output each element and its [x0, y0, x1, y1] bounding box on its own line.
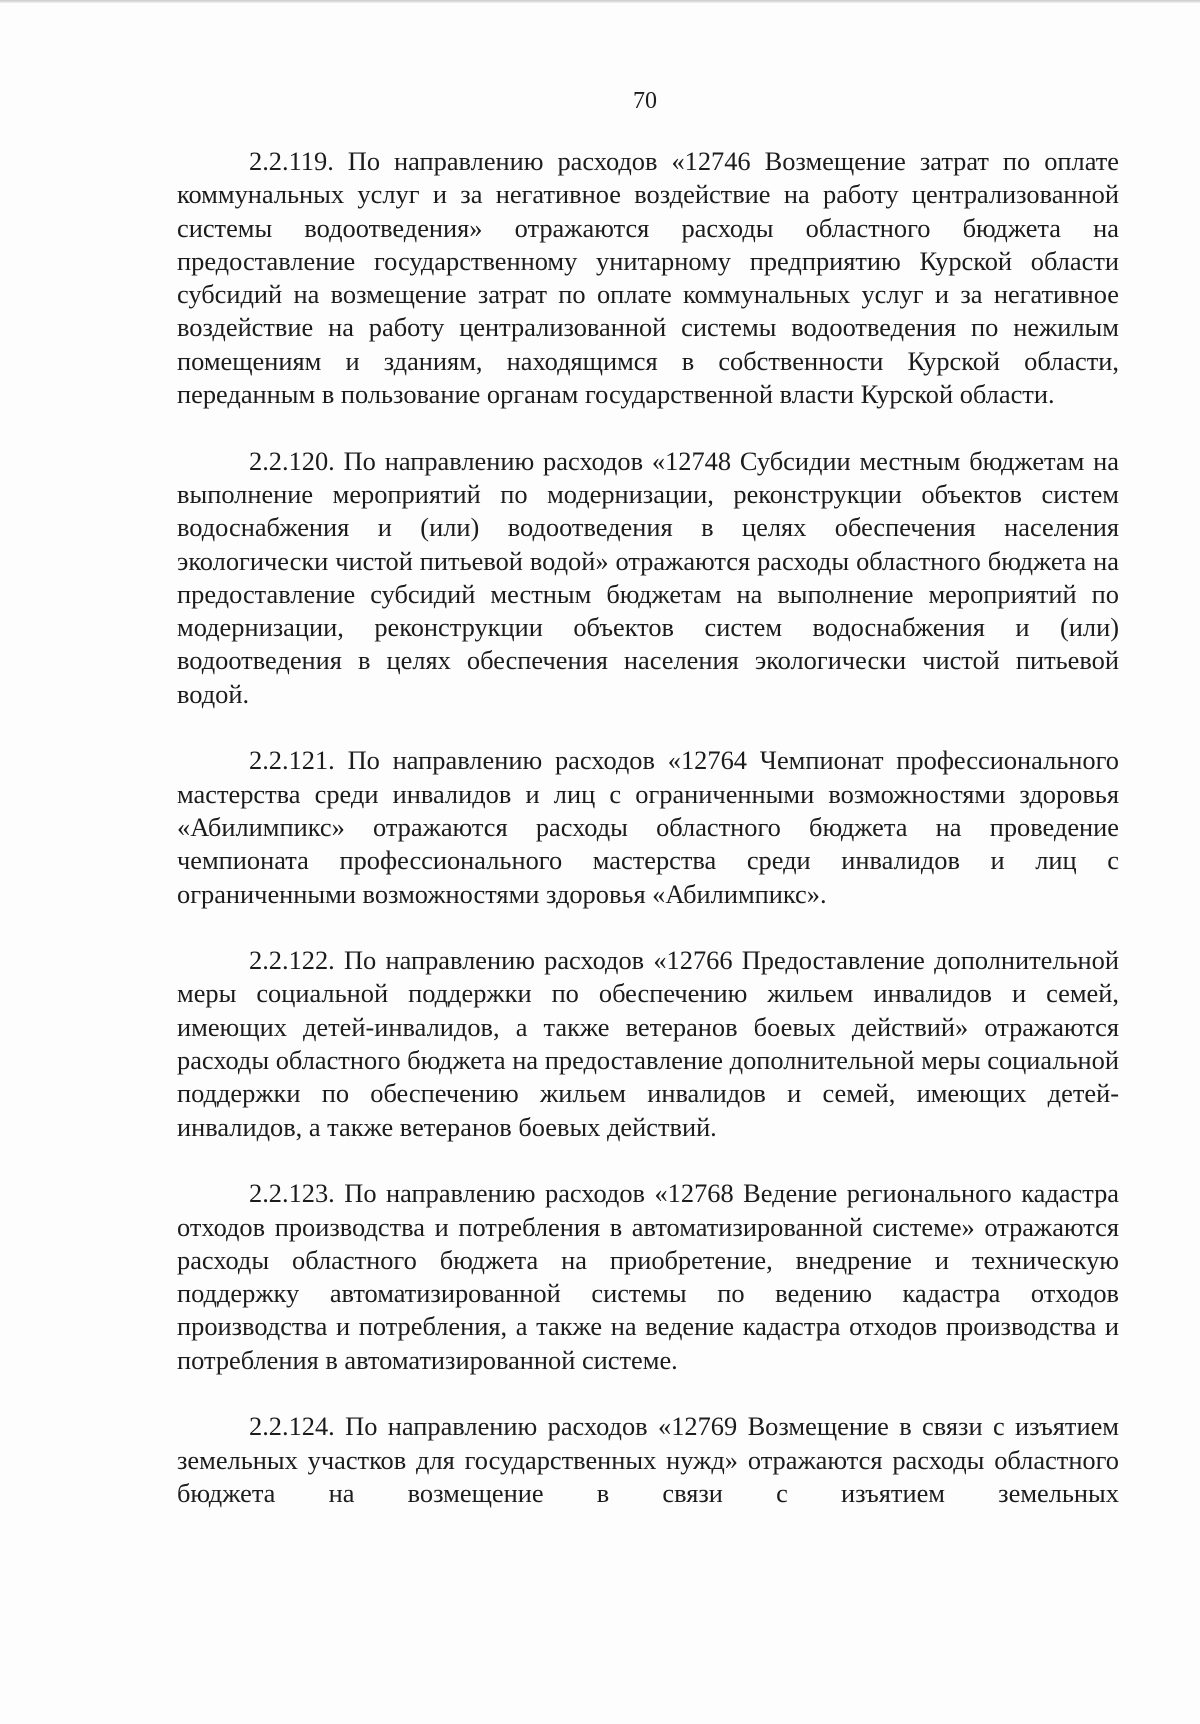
paragraph-2-2-121: 2.2.121. По направлению расходов «12764 Чемпионат профессионального мастерства среди инвалидов и лиц с ограниченными возможностями здоровья «Абилимпикс» отражаются расходы областного бюджета на проведение чемпионата профессионального мастерства среди инвалидов и лиц с ограниченными возможностями здоровья «Абилимпикс». [177, 745, 1119, 909]
scan-top-edge [0, 0, 1200, 3]
page-number: 70 [633, 88, 657, 114]
paragraph-2-2-123: 2.2.123. По направлению расходов «12768 Ведение регионального кадастра отходов производства и потребления в автоматизированной системе» отражаются расходы областного бюджета на приобретение, внедрение и техническую поддержку автоматизированной системы по ведению кадастра отходов производства и потребления, а также на ведение кадастра отходов производства и потребления в автоматизированной системе. [177, 1178, 1119, 1375]
paragraph-2-2-119: 2.2.119. По направлению расходов «12746 Возмещение затрат по оплате коммунальных услуг и за негативное воздействие на работу централизованной системы водоотведения» отражаются расходы областного бюджета на предоставление государственному унитарному предприятию Курской области субсидий на возмещение затрат по оплате коммунальных услуг и за негативное воздействие на работу централизованной системы водоотведения по нежилым помещениям и зданиям, находящимся в собственности Курской области, переданным в пользование органам государственной власти Курской области. [177, 146, 1119, 410]
paragraph-2-2-124: 2.2.124. По направлению расходов «12769 Возмещение в связи с изъятием земельных участков для государственных нужд» отражаются расходы областного бюджета на возмещение в связи с изъятием земельных [177, 1411, 1119, 1508]
document-body [177, 145, 1119, 1510]
paragraph-2-2-122: 2.2.122. По направлению расходов «12766 Предоставление дополнительной меры социальной поддержки по обеспечению жильем инвалидов и семей, имеющих детей-инвалидов, а также ветеранов боевых действий» отражаются расходы областного бюджета на предоставление дополнительной меры социальной поддержки по обеспечению жильем инвалидов и семей, имеющих детей-инвалидов, а также ветеранов боевых действий. [177, 945, 1119, 1142]
paragraph-2-2-120: 2.2.120. По направлению расходов «12748 Субсидии местным бюджетам на выполнение мероприятий по модернизации, реконструкции объектов систем водоснабжения и (или) водоотведения в целях обеспечения населения экологически чистой питьевой водой» отражаются расходы областного бюджета на предоставление субсидий местным бюджетам на выполнение мероприятий по модернизации, реконструкции объектов систем водоснабжения и (или) водоотведения в целях обеспечения населения экологически чистой питьевой водой. [177, 445, 1119, 709]
